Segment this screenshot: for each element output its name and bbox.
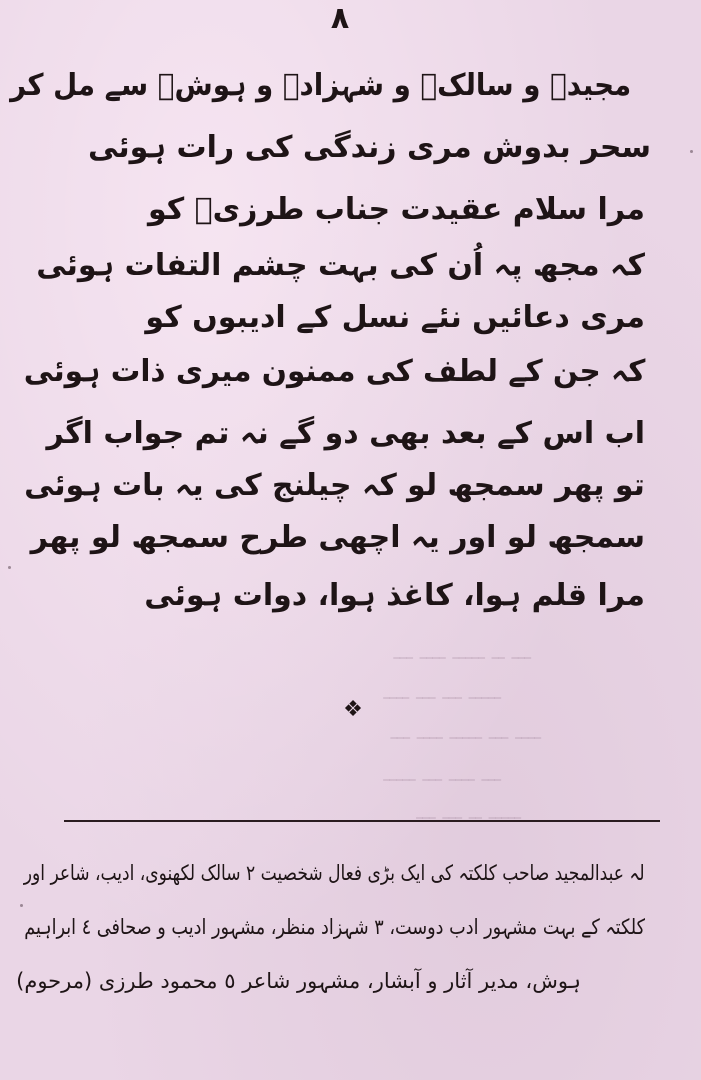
verse-line-6: کہ جن کے لطف کی ممنون میری ذات ہوئی xyxy=(23,354,645,389)
verse-line-8: تو پھر سمجھ لو کہ چیلنج کی یہ بات ہوئی xyxy=(24,468,645,503)
verse-line-4: کہ مجھ پہ اُن کی بہت چشم التفات ہوئی xyxy=(36,248,645,283)
verse-line-1: مجیدؔ و سالکؔ و شہزادؔ و ہوشؔ سے مل کر xyxy=(9,68,631,103)
footnote-divider xyxy=(64,820,660,822)
footnote-line-1: لہ عبدالمجید صاحب کلکتہ کی ایک بڑی فعال شخصیت ٢ سالک لکھنوی، ادیب، شاعر اور xyxy=(24,861,645,885)
verse-line-10: مرا قلم ہوا، کاغذ ہوا، دوات ہوئی xyxy=(144,578,645,613)
verse-line-9: سمجھ لو اور یہ اچھی طرح سمجھ لو پھر xyxy=(30,520,645,555)
footnote-line-3: ہوش، مدیر آثار و آبشار، مشہور شاعر ٥ محمود طرزی (مرحوم) xyxy=(16,969,581,993)
verse-line-2: سحر بدوش مری زندگی کی رات ہوئی xyxy=(88,130,651,165)
show-through-text: ـــ ــ ـــــ ــــ ـــ xyxy=(393,640,531,665)
show-through-text: ـــــ ــ ـــ ـــ xyxy=(416,800,521,825)
show-through-text: ـــــ ـــ ـــ ــــ xyxy=(383,680,501,705)
section-end-ornament: ❖ xyxy=(343,697,363,722)
show-through-text: ـــ ــــ ـــ ـــــ xyxy=(383,762,501,787)
footnote-line-2: کلکتہ کے بہت مشہور ادب دوست، ٣ شہزاد منظر، مشہور ادیب و صحافی ٤ ابراہیم xyxy=(24,915,645,939)
paper-speck xyxy=(20,904,23,907)
paper-speck xyxy=(690,150,693,153)
verse-line-3: مرا سلام عقیدت جناب طرزیؔ کو xyxy=(147,192,645,227)
show-through-text: ــــ ـــ ـــــ ــــ ـــ xyxy=(390,720,541,745)
page-number: ۸ xyxy=(330,1,350,36)
verse-line-5: مری دعائیں نئے نسل کے ادیبوں کو xyxy=(145,300,645,335)
paper-speck xyxy=(8,566,11,569)
verse-line-7: اب اس کے بعد بھی دو گے نہ تم جواب اگر xyxy=(46,416,645,451)
